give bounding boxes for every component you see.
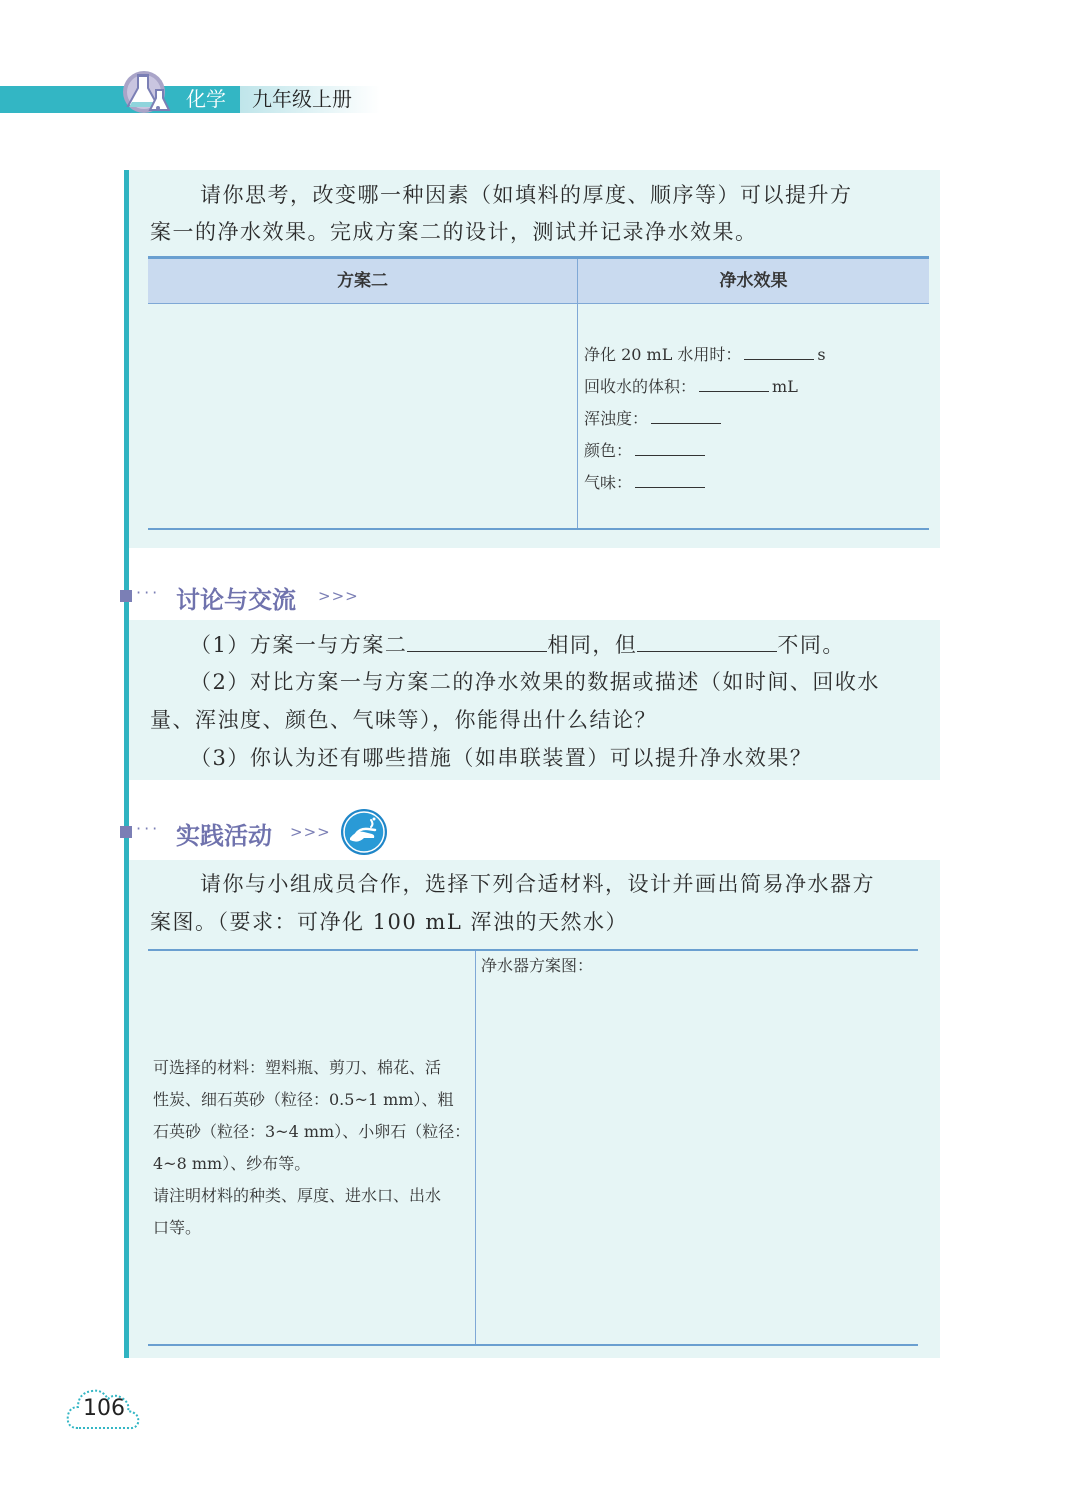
table2-bottom-rule <box>148 1344 918 1346</box>
table1-header-effect: 净水效果 <box>719 271 788 291</box>
q1-suffix: 不同。 <box>777 633 845 657</box>
q1-blank-diff[interactable] <box>637 631 777 652</box>
diagram-drawing-area[interactable] <box>477 980 917 1342</box>
discussion-q2-line1: （2）对比方案一与方案二的净水效果的数据或描述（如时间、回收水 <box>190 670 880 694</box>
time-unit: s <box>817 345 826 364</box>
water-effect-fields <box>584 339 826 499</box>
q1-mid: 相同，但 <box>547 633 638 657</box>
turbidity-label: 浑浊度： <box>584 409 649 428</box>
time-blank[interactable] <box>744 343 814 360</box>
materials-line: 口等。 <box>153 1218 202 1237</box>
discussion-q1 <box>190 626 845 664</box>
table1-header-plan2: 方案二 <box>337 271 388 291</box>
practice-line-2: 案图。（要求：可净化 100 mL 浑浊的天然水） <box>150 910 628 934</box>
color-blank[interactable] <box>635 439 705 456</box>
discussion-arrows: >>> <box>318 587 359 605</box>
table1-bottom-rule <box>148 528 929 530</box>
materials-line: 石英砂（粒径：3~4 mm）、小卵石（粒径： <box>153 1122 471 1141</box>
volume-blank[interactable] <box>699 375 769 392</box>
section-marker-discussion <box>120 590 132 602</box>
diagram-label: 净水器方案图： <box>481 956 594 975</box>
color-label: 颜色： <box>584 441 633 460</box>
hands-washing-icon <box>340 808 388 856</box>
q1-prefix: （1）方案一与方案二 <box>190 633 408 657</box>
color-field <box>584 435 826 467</box>
intro-line-2: 案一的净水效果。完成方案二的设计，测试并记录净水效果。 <box>150 220 758 244</box>
materials-line: 可选择的材料：塑料瓶、剪刀、棉花、活 <box>153 1058 442 1077</box>
practice-line-1: 请你与小组成员合作，选择下列合适材料，设计并画出简易净水器方 <box>200 872 875 896</box>
table1-header-rule <box>148 303 929 304</box>
odor-blank[interactable] <box>635 471 705 488</box>
section-marker-practice <box>120 826 132 838</box>
discussion-q2-line2: 量、浑浊度、颜色、气味等），你能得出什么结论？ <box>150 708 657 732</box>
time-field <box>584 339 826 371</box>
discussion-q3: （3）你认为还有哪些措施（如串联装置）可以提升净水效果？ <box>190 746 813 770</box>
header-subject: 化学 <box>186 87 226 111</box>
materials-line: 请注明材料的种类、厚度、进水口、出水 <box>153 1186 442 1205</box>
page-number: 106 <box>83 1396 125 1421</box>
volume-field <box>584 371 826 403</box>
section-dots: ··· <box>136 819 161 838</box>
discussion-title: 讨论与交流 <box>176 586 296 614</box>
volume-unit: mL <box>772 377 798 396</box>
practice-title: 实践活动 <box>176 822 272 850</box>
volume-label: 回收水的体积： <box>584 377 697 396</box>
header-grade: 九年级上册 <box>252 87 352 111</box>
materials-line: 性炭、细石英砂（粒径：0.5~1 mm）、粗 <box>153 1090 454 1109</box>
turbidity-field <box>584 403 826 435</box>
odor-label: 气味： <box>584 473 633 492</box>
intro-line-1: 请你思考，改变哪一种因素（如填料的厚度、顺序等）可以提升方 <box>200 183 853 207</box>
turbidity-blank[interactable] <box>651 407 721 424</box>
table2-column-divider <box>475 951 476 1345</box>
materials-list <box>153 1052 471 1244</box>
table2-top-rule <box>148 949 918 951</box>
odor-field <box>584 467 826 499</box>
flask-icon <box>120 68 180 120</box>
time-label: 净化 20 mL 水用时： <box>584 345 742 364</box>
section-dots: ··· <box>136 583 161 602</box>
q1-blank-same[interactable] <box>407 631 547 652</box>
materials-line: 4~8 mm）、纱布等。 <box>153 1154 311 1173</box>
practice-arrows: >>> <box>290 823 331 841</box>
